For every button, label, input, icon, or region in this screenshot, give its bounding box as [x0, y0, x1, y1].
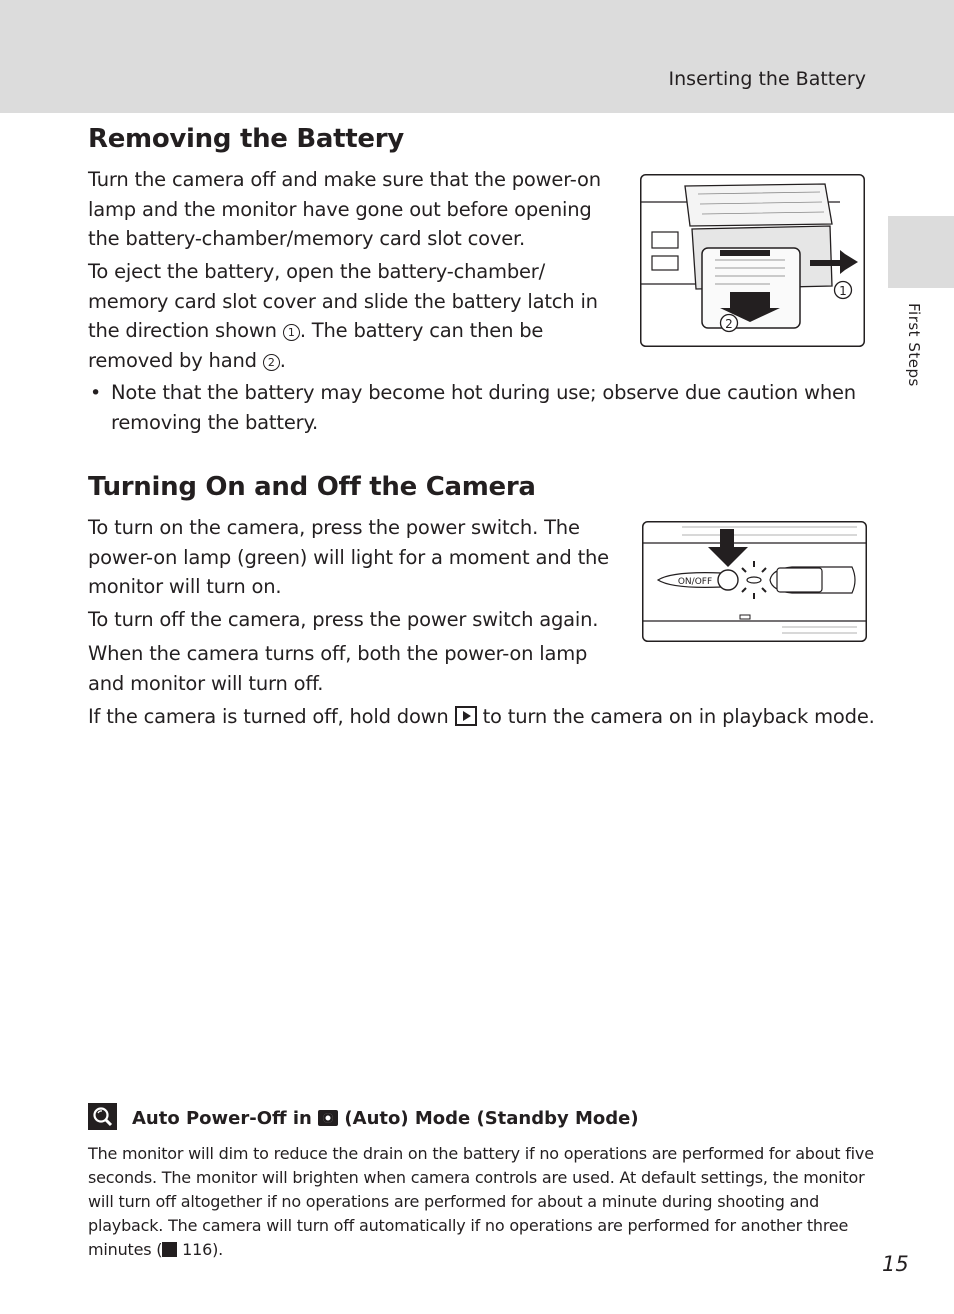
header-band [0, 0, 954, 113]
note-text: The monitor will dim to reduce the drain on the battery if no operations are performed for about five seconds. The monitor will brighten when camera controls are used. At default settings, the monitor will turn off altogether if no operations are performed for about a minute during shooting and playback. The camera will turn off automatically if no operations are performed for another three minutes ( 116). [88, 1144, 874, 1259]
circled-number: 2 [263, 354, 280, 371]
auto-mode-camera-icon [318, 1110, 338, 1126]
paragraph: To turn off the camera, press the power switch again. [88, 608, 599, 631]
section-heading-turning-on-off: Turning On and Off the Camera [88, 472, 536, 502]
chapter-tab [888, 216, 954, 288]
on-off-label: ON/OFF [677, 577, 713, 587]
playback-button-icon [455, 706, 477, 726]
paragraph: To turn on the camera, press the power switch. The power-on lamp (green) will light for a moment and the monitor will turn on. [88, 516, 609, 598]
paragraph: To eject the battery, open the battery-chamber/ memory card slot cover and slide the battery latch in the direction shown 1 . The battery can then be removed by hand 2 . [88, 260, 598, 372]
note-title: Auto Power-Off in (Auto) Mode (Standby Mode) [132, 1108, 639, 1129]
page-reference-icon [162, 1242, 177, 1257]
power-button [718, 570, 738, 590]
running-header: Inserting the Battery [668, 68, 866, 90]
power-lamp [747, 577, 761, 583]
open-cover [685, 184, 832, 226]
paragraph: Turn the camera off and make sure that the power-on lamp and the monitor have gone out before opening the battery-chamber/memory card slot cover. [88, 168, 601, 250]
power-switch-figure [642, 521, 867, 642]
paragraph: If the camera is turned off, hold down to turn the camera on in playback mode. [88, 705, 875, 728]
circled-number: 1 [283, 324, 300, 341]
chapter-label: First Steps [905, 303, 923, 387]
bullet-text: Note that the battery may become hot during use; observe due caution when removing the battery. [111, 381, 856, 434]
svg-text:1: 1 [839, 284, 847, 298]
paragraph: When the camera turns off, both the power-on lamp and monitor will turn off. [88, 642, 588, 695]
page-number: 15 [882, 1252, 909, 1276]
section-heading-removing-battery: Removing the Battery [88, 124, 404, 154]
bullet-icon: • [90, 382, 102, 404]
note-magnifier-icon [88, 1103, 117, 1130]
svg-text:2: 2 [725, 317, 733, 331]
battery-removal-figure [640, 174, 865, 347]
